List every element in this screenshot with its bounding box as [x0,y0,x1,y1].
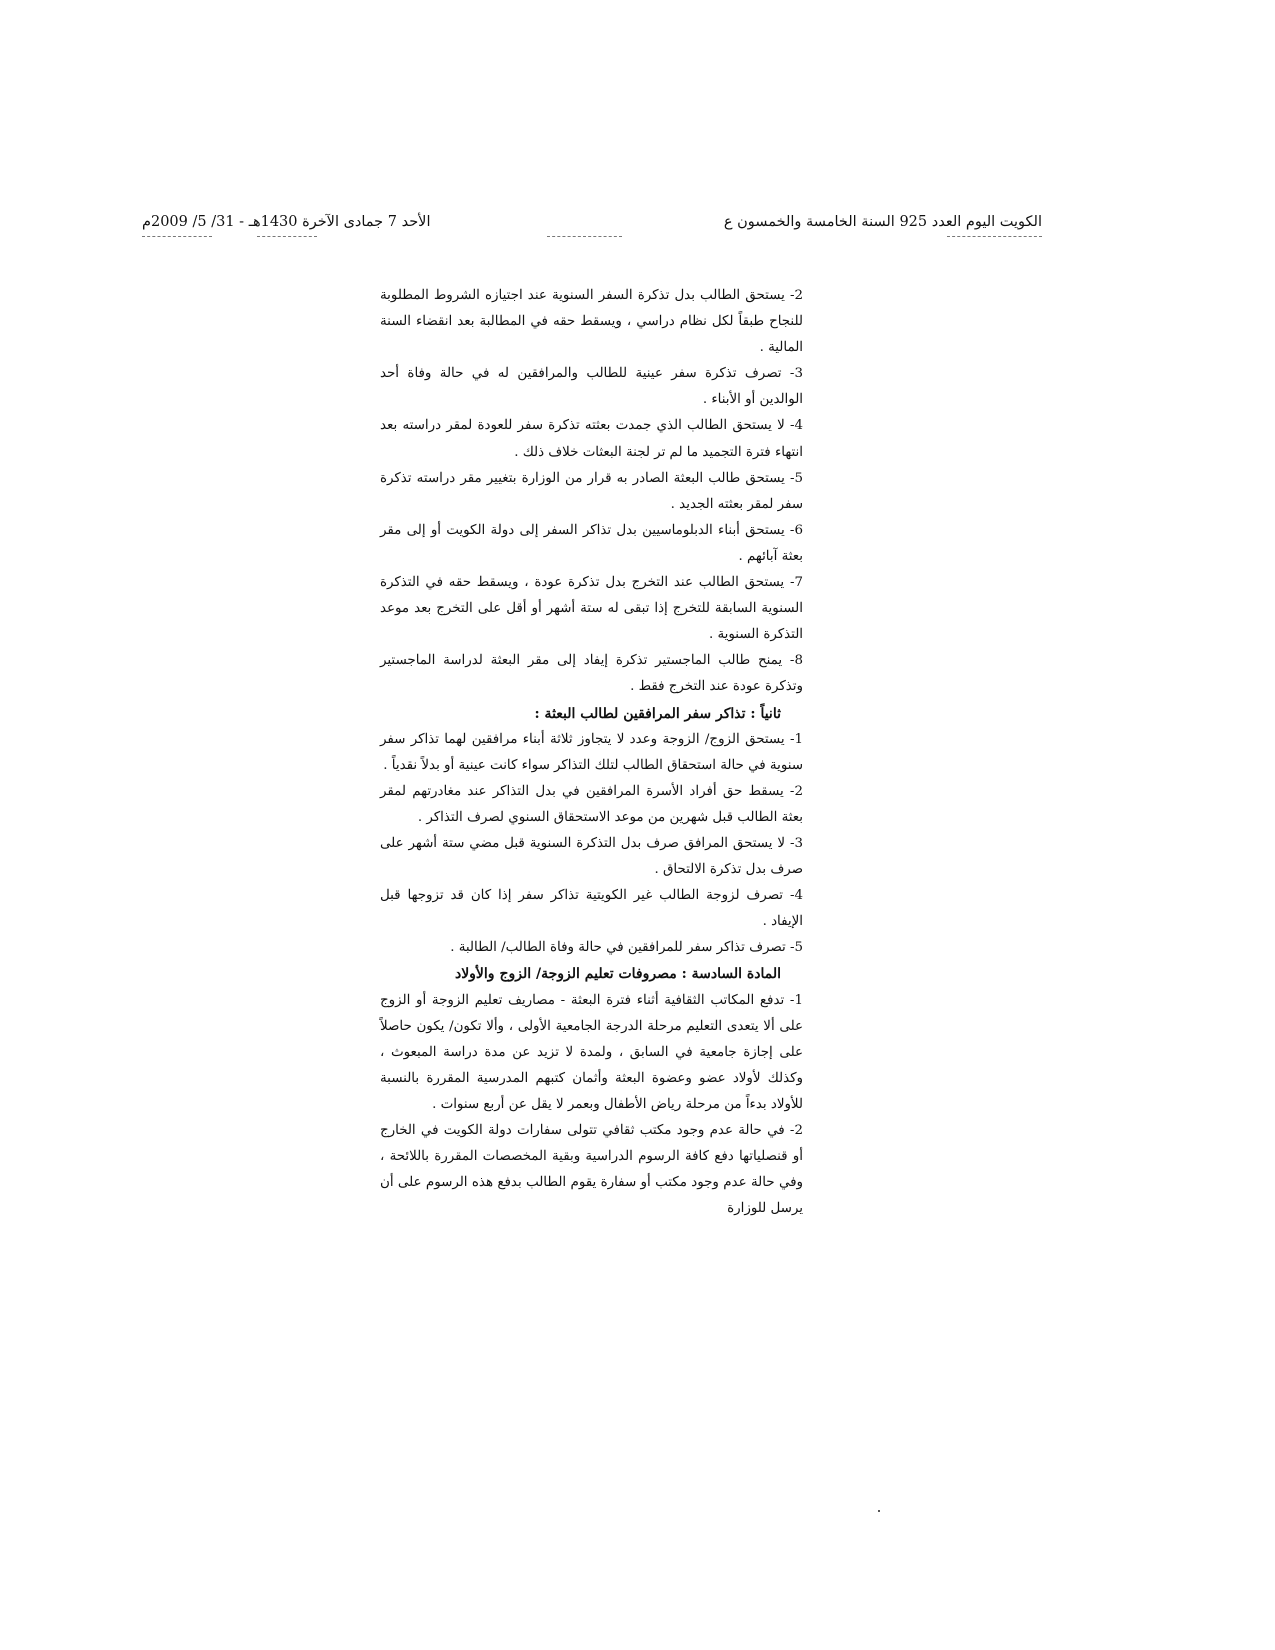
section-heading: ثانياً : تذاكر سفر المرافقين لطالب البعثة : [534,705,781,722]
header-divider [947,236,1042,237]
publication-date-line: الأحد 7 جمادى الآخرة 1430هـ - 31/ 5/ 2009م [142,214,431,230]
paragraph: 8- يمنح طالب الماجستير تذكرة إيفاد إلى مقر البعثة لدراسة الماجستير وتذكرة عودة عند التخرج فقط . [380,653,803,695]
paragraph: 7- يستحق الطالب عند التخرج بدل تذكرة عودة ، ويسقط حقه في التذكرة السنوية السابقة للتخرج إذا تبقى له ستة أشهر أو أقل على التخرج بعد موعد التذكرة السنوية . [380,575,803,643]
paragraph: 1- تدفع المكاتب الثقافية أثناء فترة البعثة - مصاريف تعليم الزوجة أو الزوج على ألا يتعدى التعليم مرحلة الدرجة الجامعية الأولى ، وألا تكون/ يكون حاصلاً على إجازة جامعية في السابق ، ولمدة لا تزيد عن مدة دراسة المبعوث ، وكذلك لأولاد عضو وعضوة البعثة وأثمان كتبهم المدرسية المقررة بالنسبة للأولاد بدءاً من مرحلة رياض الأطفال وبعمر لا يقل عن أربع سنوات . [380,992,803,1112]
article-heading: المادة السادسة : مصروفات تعليم الزوجة/ الزوج والأولاد [454,966,781,983]
paragraph: 6- يستحق أبناء الدبلوماسيين بدل تذاكر السفر إلى دولة الكويت أو إلى مقر بعثة آبائهم . [380,522,803,564]
body-column [380,283,803,1222]
paragraph: 4- لا يستحق الطالب الذي جمدت بعثته تذكرة سفر للعودة لمقر دراسته بعد انتهاء فترة التجميد ما لم تر لجنة البعثات خلاف ذلك . [380,418,803,460]
paragraph: 5- يستحق طالب البعثة الصادر به قرار من الوزارة بتغيير مقر دراسته تذكرة سفر لمقر بعثته الجديد . [380,470,803,512]
paragraph: 3- لا يستحق المرافق صرف بدل التذكرة السنوية قبل مضي ستة أشهر على صرف بدل تذكرة الالتحاق . [380,835,803,878]
paragraph: 2- يسقط حق أفراد الأسرة المرافقين في بدل التذاكر عند مغادرتهم لمقر بعثة الطالب قبل شهرين من موعد الاستحقاق السنوي لصرف التذاكر . [380,783,803,825]
header-divider [257,236,317,237]
paragraph: 3- تصرف تذكرة سفر عينية للطالب والمرافقين له في حالة وفاة أحد الوالدين أو الأبناء . [380,366,803,408]
header-divider [142,236,212,237]
paragraph: 2- يستحق الطالب بدل تذكرة السفر السنوية عند اجتيازه الشروط المطلوبة للنجاح طبقاً لكل نظام دراسي ، ويسقط حقه في المطالبة بعد انقضاء السنة المالية . [380,288,803,356]
running-header [142,210,1042,244]
paragraph: 4- تصرف لزوجة الطالب غير الكويتية تذاكر سفر إذا كان قد تزوجها قبل الإيفاد . [380,888,803,930]
paragraph: 5- تصرف تذاكر سفر للمرافقين في حالة وفاة الطالب/ الطالبة . [450,940,803,956]
scan-speck [878,1510,880,1512]
paragraph: 1- يستحق الزوج/ الزوجة وعدد لا يتجاوز ثلاثة أبناء مرافقين لهما تذاكر سفر سنوية في حالة استحقاق الطالب لتلك التذاكر سواء كانت عينية أو بدلاً نقدياً . [380,731,803,773]
publication-issue-line: الكويت اليوم العدد 925 السنة الخامسة والخمسون ع [723,214,1042,230]
header-divider [547,236,622,237]
paragraph: 2- في حالة عدم وجود مكتب ثقافي تتولى سفارات دولة الكويت في الخارج أو قنصلياتها دفع كافة الرسوم الدراسية وبقية المخصصات المقررة باللائحة ، وفي حالة عدم وجود مكتب أو سفارة يقوم الطالب بدفع هذه الرسوم على أن يرسل للوزارة [380,1123,803,1217]
